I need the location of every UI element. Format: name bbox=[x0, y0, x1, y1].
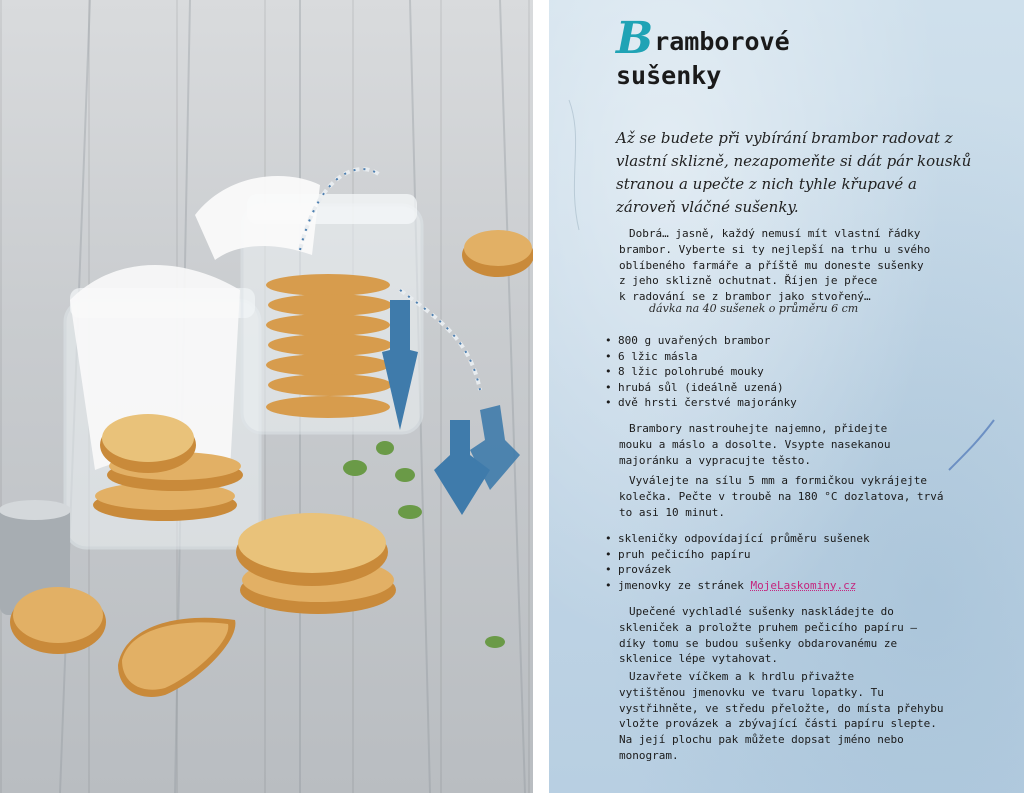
para1-line: oblíbeného farmáře a příště mu doneste sušenky bbox=[619, 258, 924, 272]
left-jar bbox=[65, 265, 260, 548]
paragraph-tag bbox=[619, 669, 944, 764]
recipe-title bbox=[616, 13, 790, 93]
list-item: • skleničky odpovídající průměru sušenek bbox=[605, 531, 870, 547]
para5-line: Uzavřete víčkem a k hrdlu přivažte bbox=[629, 670, 855, 683]
para1-line: z jeho sklizně ochutnat. Říjen je přece bbox=[619, 274, 878, 288]
para1-line: brambor. Vyberte si ty nejlepší na trhu u svého bbox=[619, 242, 931, 256]
batch-note: dávka na 40 sušenek o průměru 6 cm bbox=[649, 302, 859, 315]
supplies-list bbox=[605, 531, 870, 593]
para5-line: Na její plochu pak můžete dopsat jméno nebo bbox=[619, 733, 904, 747]
para3-line: to asi 10 minut. bbox=[619, 505, 725, 519]
title-line-2: sušenky bbox=[616, 61, 722, 90]
list-item: • 800 g uvařených brambor bbox=[605, 333, 797, 349]
para3-line: kolečka. Pečte v troubě na 180 °C dozlatova, trvá bbox=[619, 489, 944, 503]
list-item: • pruh pečicího papíru bbox=[605, 547, 870, 563]
list-item: • dvě hrsti čerstvé majoránky bbox=[605, 395, 797, 411]
para2-line: Brambory nastrouhejte najemno, přidejte bbox=[629, 422, 888, 435]
list-item bbox=[605, 578, 870, 594]
para5-line: vytištěnou jmenovku ve tvaru lopatky. Tu bbox=[619, 685, 884, 699]
para4-line: sklenice lépe vytahovat. bbox=[619, 652, 778, 666]
para1-line: Dobrá… jasně, každý nemusí mít vlastní řádky bbox=[629, 227, 921, 240]
para4-line: skleniček a proložte pruhem pečicího papíru – bbox=[619, 620, 918, 634]
para5-line: monogram. bbox=[619, 748, 679, 762]
paragraph-baking bbox=[619, 473, 944, 520]
para5-line: vložte provázek a zbývající části papíru slepte. bbox=[619, 717, 937, 731]
list-item: • 8 lžic polohrubé mouky bbox=[605, 364, 797, 380]
title-initial: B bbox=[616, 13, 654, 64]
paragraph-packing bbox=[619, 604, 917, 667]
para2-line: majoránku a vypracujte těsto. bbox=[619, 453, 812, 467]
para5-line: vystřihněte, ve středu přeložte, do místa přehybu bbox=[619, 701, 944, 715]
para4-line: Upečené vychladlé sušenky naskládejte do bbox=[629, 605, 894, 618]
recipe-intro: Až se budete při vybírání brambor radovat z vlastní sklizně, nezapomeňte si dát pár kousků stranou a upečte z nich tyhle křupavé a zároveň vláčné sušenky. bbox=[616, 129, 972, 216]
list-item: • hrubá sůl (ideálně uzená) bbox=[605, 380, 797, 396]
recipe-page bbox=[549, 0, 1024, 793]
para3-line: Vyválejte na sílu 5 mm a formičkou vykrájejte bbox=[629, 474, 928, 487]
title-line-1: ramborové bbox=[654, 27, 790, 56]
paragraph-dough bbox=[619, 421, 891, 468]
para4-line: díky tomu se budou sušenky obdarovanému ze bbox=[619, 636, 898, 650]
paragraph-intro bbox=[619, 226, 930, 305]
list-item: • 6 lžic másla bbox=[605, 349, 797, 365]
list-item: • provázek bbox=[605, 562, 870, 578]
para2-line: mouku a máslo a dosolte. Vsypte nasekanou bbox=[619, 437, 891, 451]
para1-line: k radování se z brambor jako stvořený… bbox=[619, 290, 871, 304]
supplies-last-prefix: jmenovky ze stránek bbox=[618, 578, 751, 592]
ingredients-list bbox=[605, 333, 797, 411]
mojelaskominy-link[interactable]: MojeLaskominy.cz bbox=[750, 578, 857, 592]
